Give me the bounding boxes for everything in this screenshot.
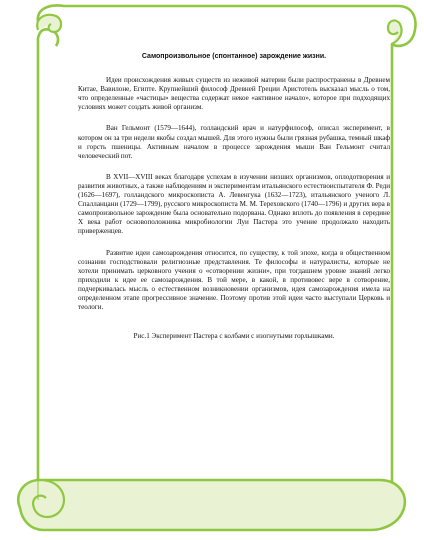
top-curl xyxy=(37,15,61,32)
paragraph-2: Ван Гельмонт (1579—1644), голландский врач и натурфилософ, описал эксперимент, в котором он за три недели якобы создал мышей. Для этого нужны были грязная рубашка, темный шкаф и горсть пшеницы. Активным началом в процессе зарождения мыши Ван Гельмонт считал человеческий пот. xyxy=(78,124,390,160)
paragraph-4: Развитие идеи самозарождения относится, по существу, к той эпохе, когда в общественном сознании господствовали религиозные представления. Те философы и натуралисты, которые не хотели принимать церковного учения о «сотворении жизни», при тогдашнем уровне знаний легко приходили к идее ее самозарождения. В той мере, в какой, в противовес вере в сотворение, подчеркивалась мысль о естественном возникновении организмов, идея самозарождения имела на определенном этапе прогрессивное значение. Поэтому против этой идеи часто выступали Церковь и теологи. xyxy=(78,248,390,312)
bottom-roll xyxy=(18,480,405,530)
paragraph-3: В XVII—XVIII веках благодаря успехам в изучении низших организмов, оплодотворения и развития животных, а также наблюдениям и экспериментам итальянского естествоиспытателя Ф. Реди (1626—1697), голландского микроскописта А. Левенгука (1632—1723), итальянского ученого Л. Спалланцани (1729—1799), русского микроскописта М. М. Тереховского (1740—1796) и других вера в самопроизвольное зарождение была основательно подорвана. Однако вплоть до появления в середине Х века работ основоположника микробиологии Луи Пастера это учение продолжало находить приверженцев. xyxy=(78,172,390,236)
paragraph-1: Идеи происхождения живых существ из неживой материи были распространены в Древнем Китае, Вавилоне, Египте. Крупнейший философ Древней Греции Аристотель высказал мысль о том, что определенные «частицы» вещества содержат некое «активное начало», которое при подходящих условиях может создать живой организм. xyxy=(78,76,390,112)
figure-caption: Рис.1 Эксперимент Пастера с колбами с изогнутыми горлышками. xyxy=(133,332,335,341)
document-title: Самопроизвольное (спонтанное) зарождение жизни. xyxy=(141,53,327,60)
document-content xyxy=(78,52,390,452)
